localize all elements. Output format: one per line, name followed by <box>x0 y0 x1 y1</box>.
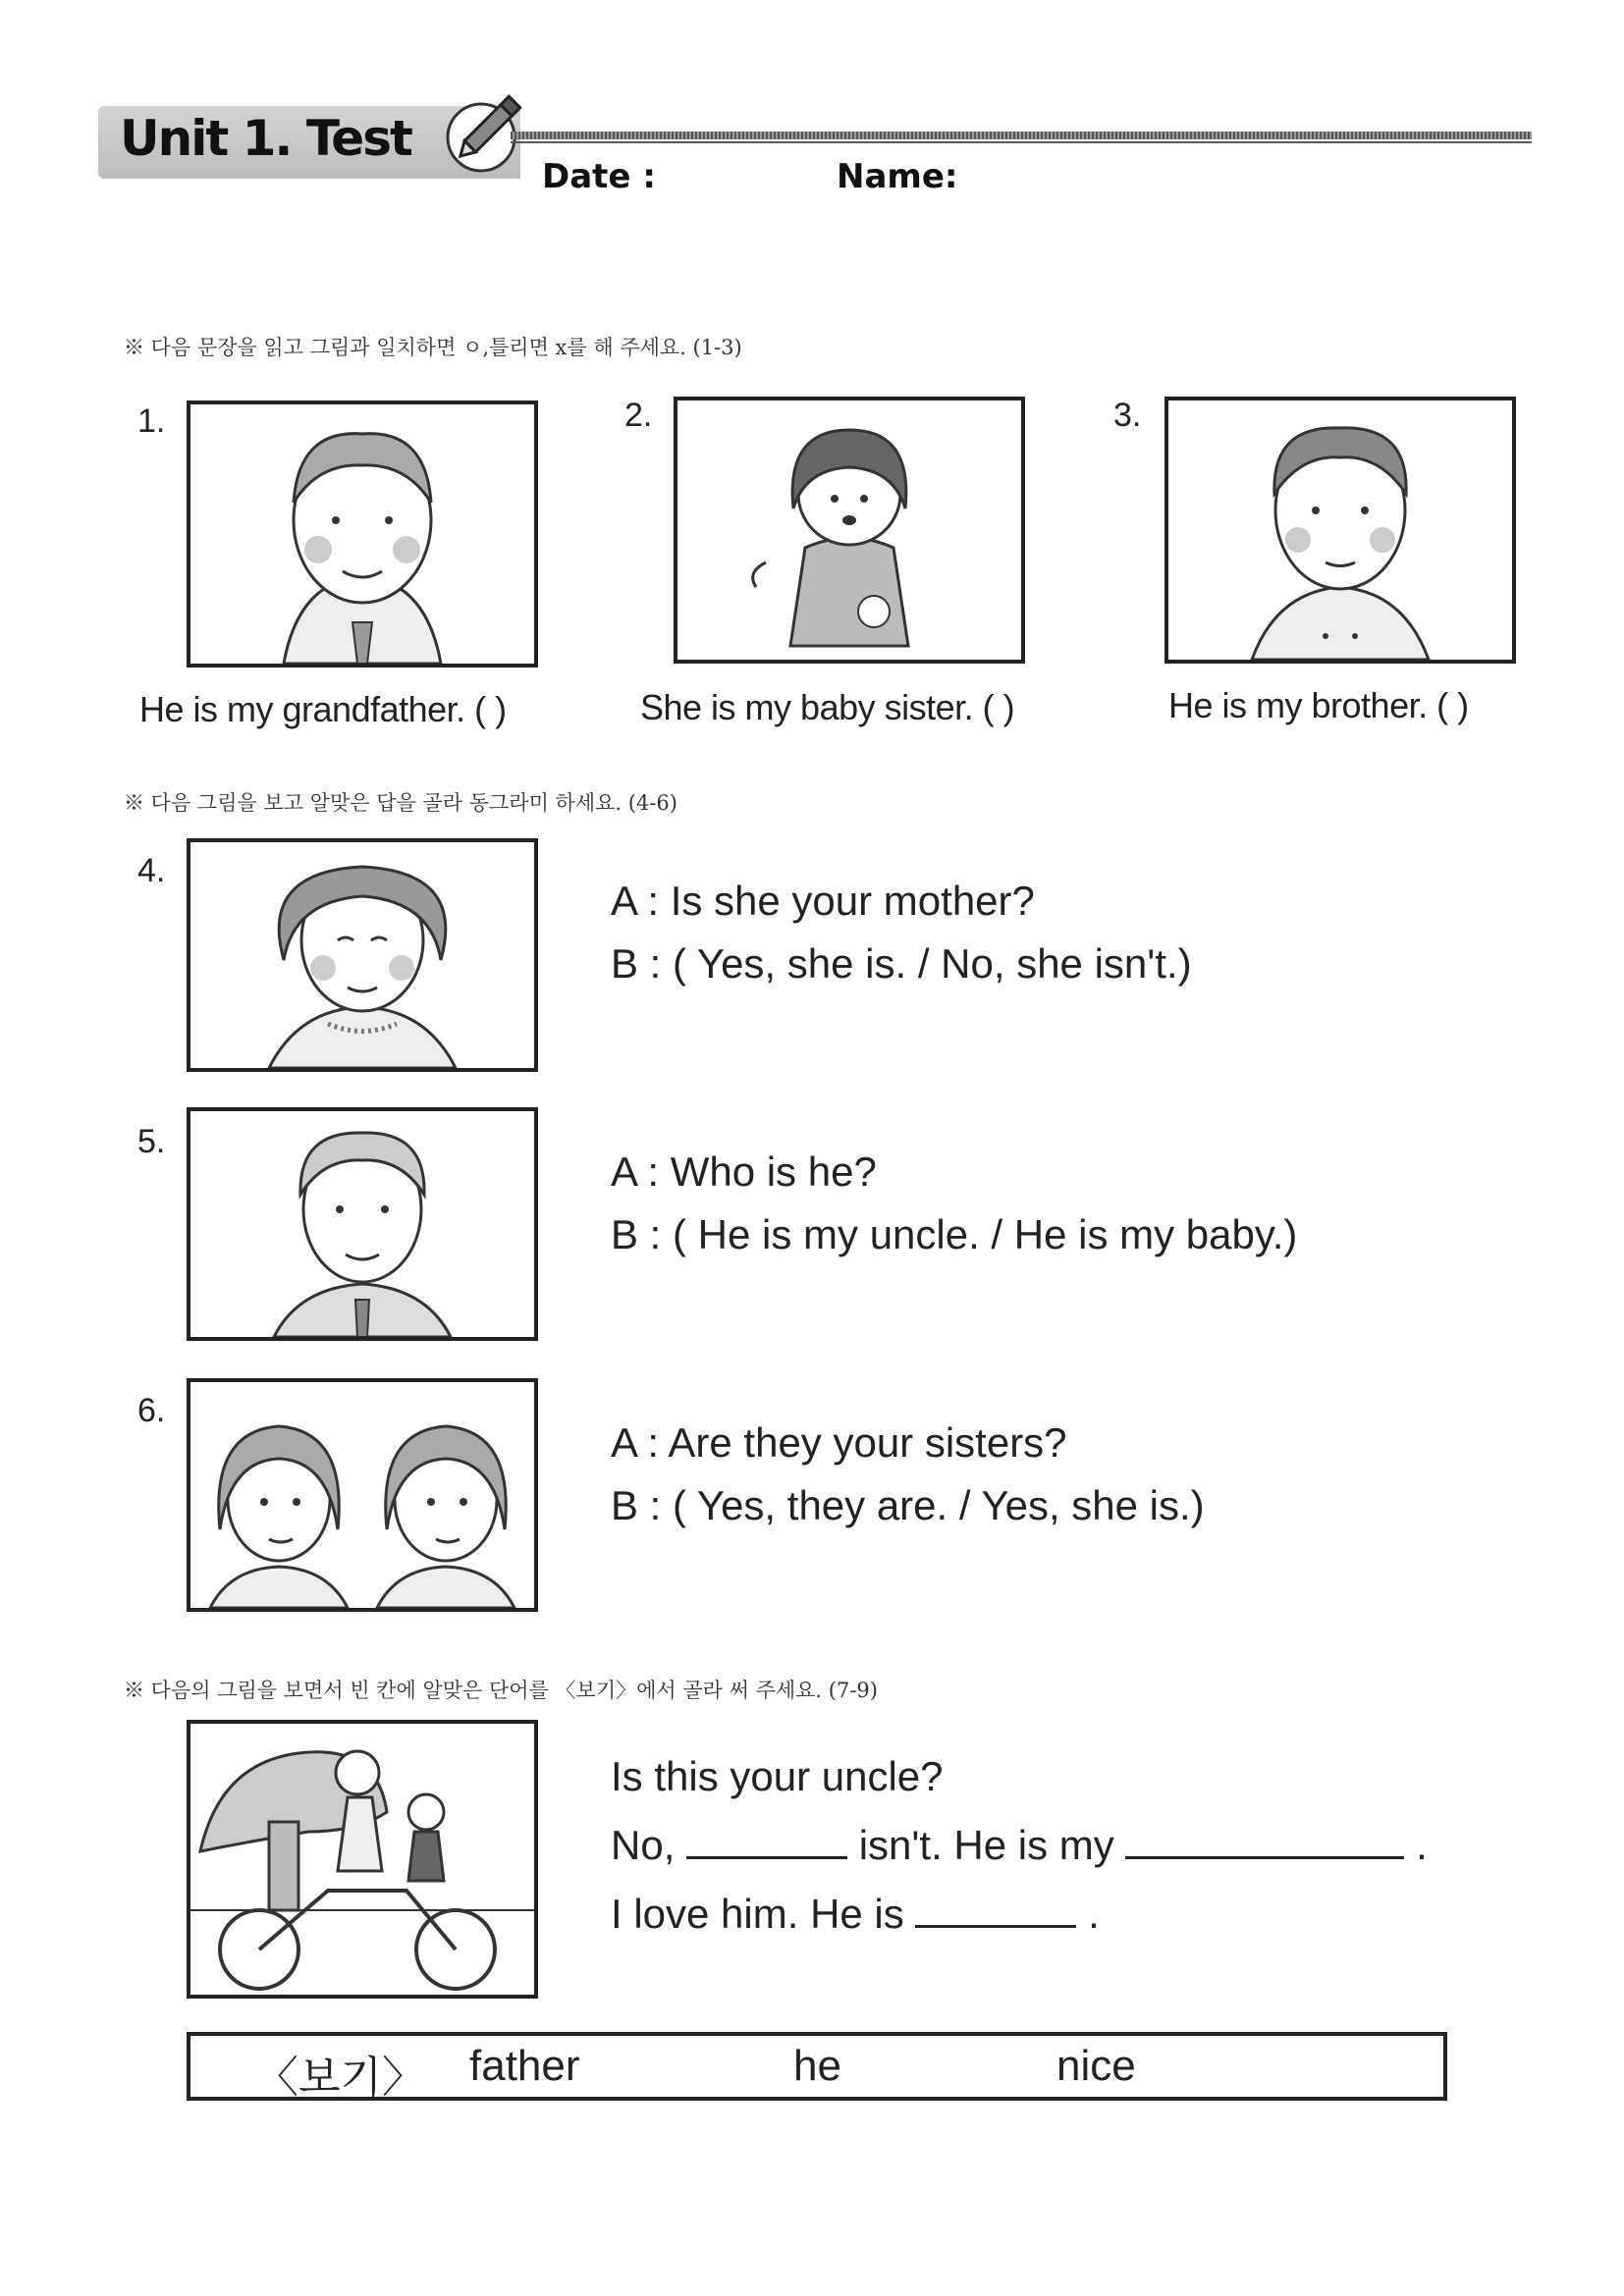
pencil-icon <box>442 77 540 175</box>
dialog-question: A : Are they your sisters? <box>611 1419 1067 1466</box>
sentence-line2-end: . <box>1416 1822 1428 1868</box>
item-sentence: She is my baby sister. ( ) <box>640 687 1015 727</box>
uncle-picture <box>187 1107 538 1341</box>
sentence-line2-middle: isn't. He is my <box>858 1822 1114 1868</box>
dialog-question: A : Who is he? <box>611 1148 877 1195</box>
dialog-answer: B : ( Yes, she is. / No, she isn't.) <box>611 940 1192 987</box>
item-number: 1. <box>137 402 166 440</box>
sentence-line3 <box>611 1891 1100 1938</box>
sentence-line2 <box>611 1822 1428 1869</box>
word-option: nice <box>1056 2042 1136 2090</box>
sisters-picture <box>187 1378 538 1612</box>
dialog-question: A : Is she your mother? <box>611 878 1035 924</box>
bicycle-picture <box>187 1720 538 1999</box>
item-number: 5. <box>137 1123 166 1160</box>
dialog-answer: B : ( He is my uncle. / He is my baby.) <box>611 1211 1298 1257</box>
date-label: Date : <box>542 157 656 196</box>
item-number: 4. <box>137 852 166 889</box>
brother-picture <box>1164 397 1516 664</box>
sentence-line1: Is this your uncle? <box>611 1753 944 1799</box>
blank-he[interactable] <box>686 1846 847 1859</box>
sentence-line2-start: No, <box>611 1822 676 1868</box>
baby-sister-picture <box>674 397 1025 664</box>
sentence-line3-start: I love him. He is <box>611 1891 904 1937</box>
mother-picture <box>187 838 538 1072</box>
item-sentence: He is my grandfather. ( ) <box>139 689 507 729</box>
section2-instruction: ※ 다음 그림을 보고 알맞은 답을 골라 동그라미 하세요. (4-6) <box>124 791 677 815</box>
section3-instruction: ※ 다음의 그림을 보면서 빈 칸에 알맞은 단어를 〈보기〉에서 골라 써 주세요. (7-9) <box>124 1679 878 1702</box>
dialog-answer: B : ( Yes, they are. / Yes, she is.) <box>611 1482 1205 1528</box>
header-rule <box>511 132 1532 139</box>
sentence-line3-end: . <box>1088 1891 1100 1937</box>
header-rule-line <box>511 141 1532 143</box>
blank-father[interactable] <box>1125 1846 1404 1859</box>
item-number: 2. <box>624 397 653 434</box>
page-title: Unit 1. Test <box>120 110 411 167</box>
grandfather-picture <box>187 400 538 667</box>
word-option: father <box>469 2042 580 2090</box>
word-option: he <box>793 2042 841 2090</box>
item-number: 6. <box>137 1392 166 1429</box>
section1-instruction: ※ 다음 문장을 읽고 그림과 일치하면 ㅇ,틀리면 x를 해 주세요. (1-3) <box>124 336 742 359</box>
word-box-label: 〈보기〉 <box>255 2054 426 2102</box>
blank-nice[interactable] <box>915 1915 1076 1928</box>
name-label: Name: <box>837 157 958 196</box>
item-number: 3. <box>1113 397 1142 434</box>
item-sentence: He is my brother. ( ) <box>1168 685 1469 725</box>
